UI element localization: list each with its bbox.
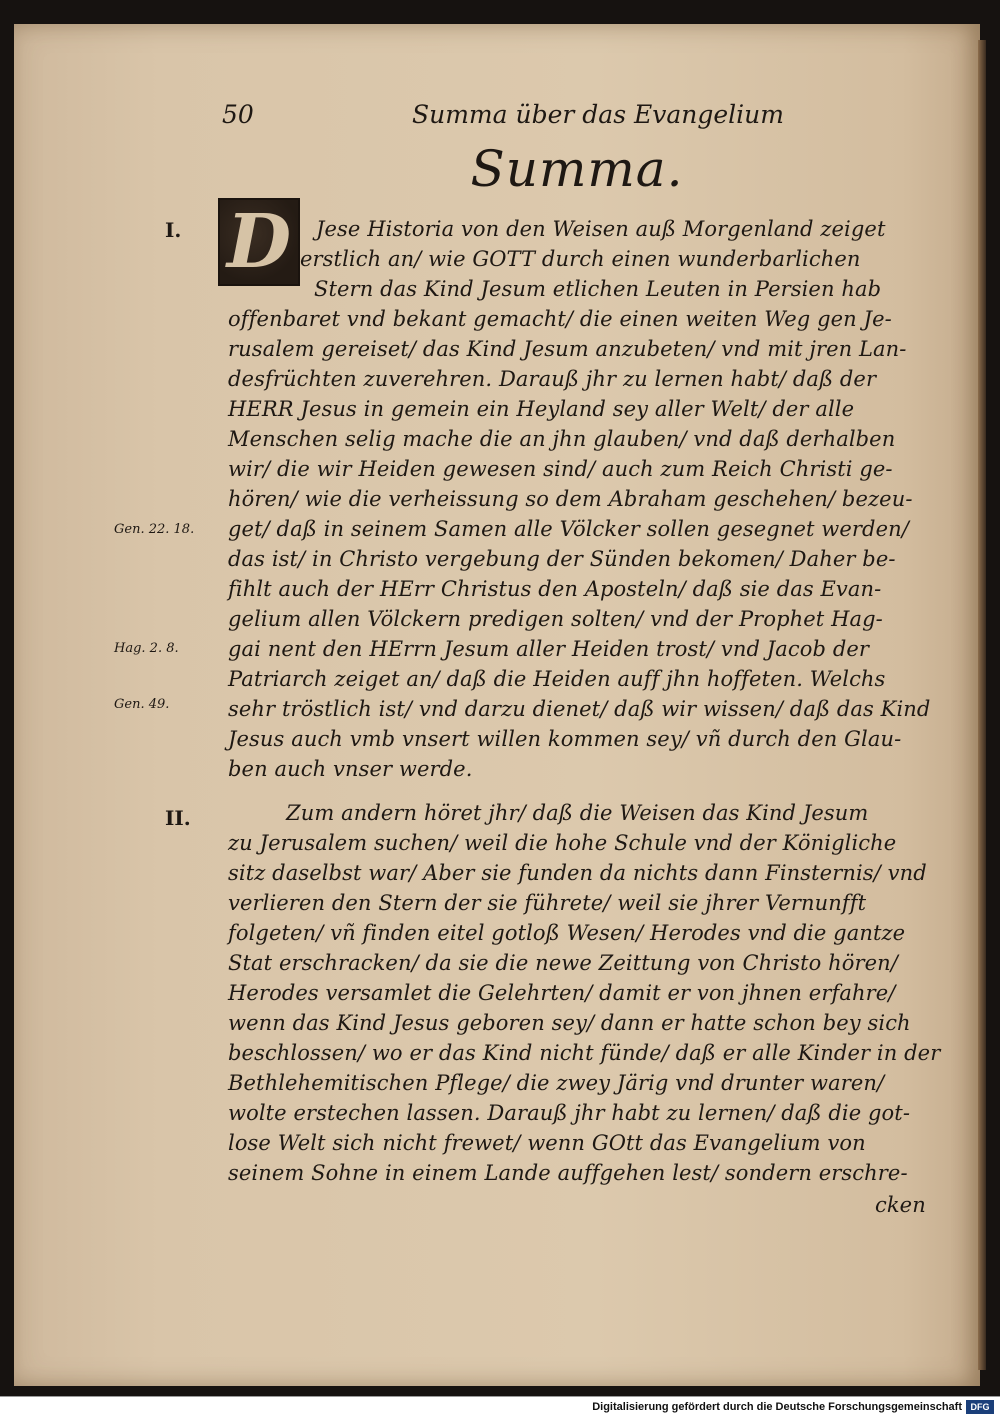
text-line: lose Welt sich nicht frewet/ wenn GOtt das Evangelium von [228, 1131, 866, 1155]
margin-section-number-2: II. [165, 806, 191, 830]
text-line: HERR Jesus in gemein ein Heyland sey aller Welt/ der alle [228, 397, 855, 421]
text-line: fihlt auch der HErr Christus den Aposteln/ daß sie das Evan- [228, 577, 882, 601]
dfg-logo: DFG [966, 1400, 994, 1414]
text-line: seinem Sohne in einem Lande auffgehen lest/ sondern erschre- [228, 1161, 908, 1185]
decorated-initial: D [218, 198, 300, 286]
text-line: Stat erschracken/ da sie die newe Zeittung von Christo hören/ [228, 951, 898, 975]
text-line: gai nent den HErrn Jesum aller Heiden trost/ vnd Jacob der [228, 637, 870, 661]
text-line: Herodes versamlet die Gelehrten/ damit er von jhnen erfahre/ [228, 981, 896, 1005]
funding-credit: Digitalisierung gefördert durch die Deutsche Forschungsgemeinschaft [592, 1401, 962, 1413]
page-edge-shadow [978, 40, 986, 1370]
text-line: Zum andern höret jhr/ daß die Weisen das Kind Jesum [286, 801, 869, 825]
text-line: wolte erstechen lassen. Darauß jhr habt zu lernen/ daß die got- [228, 1101, 911, 1125]
text-line: das ist/ in Christo vergebung der Sünden bekomen/ Daher be- [228, 547, 896, 571]
text-line: rusalem gereiset/ das Kind Jesum anzubeten/ vnd mit jren Lan- [228, 337, 907, 361]
text-line: Jesus auch vmb vnsert willen kommen sey/ vñ durch den Glau- [228, 727, 902, 751]
page-number: 50 [222, 100, 254, 129]
footer-bar [0, 1396, 1000, 1419]
text-line: Patriarch zeiget an/ daß die Heiden auff jhn hoffeten. Welchs [228, 667, 886, 691]
text-line: Menschen selig mache die an jhn glauben/ vnd daß derhalben [228, 427, 896, 451]
catchword: cken [875, 1193, 926, 1217]
running-head [222, 100, 932, 134]
text-line: ben auch vnser werde. [228, 757, 473, 781]
text-line: hören/ wie die verheissung so dem Abraham geschehen/ bezeu- [228, 487, 913, 511]
text-line: verlieren den Stern der sie führete/ weil sie jhrer Vernunfft [228, 891, 867, 915]
text-line: gelium allen Völckern predigen solten/ vnd der Prophet Hag- [228, 607, 883, 631]
running-title: Summa über das Evangelium [412, 100, 784, 129]
text-line: wenn das Kind Jesus geboren sey/ dann er hatte schon bey sich [228, 1011, 911, 1035]
text-line: get/ daß in seinem Samen alle Völcker sollen gesegnet werden/ [228, 517, 909, 541]
margin-reference-hag-2: Hag. 2. 8. [114, 641, 179, 656]
text-line: Stern das Kind Jesum etlichen Leuten in Persien hab [314, 277, 882, 301]
text-line: zu Jerusalem suchen/ weil die hohe Schule vnd der Königliche [228, 831, 897, 855]
text-line: desfrüchten zuverehren. Darauß jhr zu lernen habt/ daß der [228, 367, 877, 391]
text-line: erstlich an/ wie GOTT durch einen wunderbarlichen [300, 247, 861, 271]
text-line: wir/ die wir Heiden gewesen sind/ auch zum Reich Christi ge- [228, 457, 893, 481]
text-line: offenbaret vnd bekant gemacht/ die einen weiten Weg gen Je- [228, 307, 892, 331]
text-line: sitz daselbst war/ Aber sie funden da nichts dann Finsternis/ vnd [228, 861, 927, 885]
margin-reference-gen-22: Gen. 22. 18. [114, 522, 195, 537]
text-line: beschlossen/ wo er das Kind nicht fünde/ daß er alle Kinder in der [228, 1041, 941, 1065]
text-line: sehr tröstlich ist/ vnd darzu dienet/ daß wir wissen/ daß das Kind [228, 697, 931, 721]
text-line: folgeten/ vñ finden eitel gotloß Wesen/ Herodes vnd die gantze [228, 921, 906, 945]
text-line: Jese Historia von den Weisen auß Morgenland zeiget [316, 217, 886, 241]
margin-section-number-1: I. [165, 218, 182, 242]
section-heading: Summa. [470, 140, 684, 198]
text-line: Bethlehemitischen Pflege/ die zwey Järig vnd drunter waren/ [228, 1071, 885, 1095]
margin-reference-gen-49: Gen. 49. [114, 697, 170, 712]
